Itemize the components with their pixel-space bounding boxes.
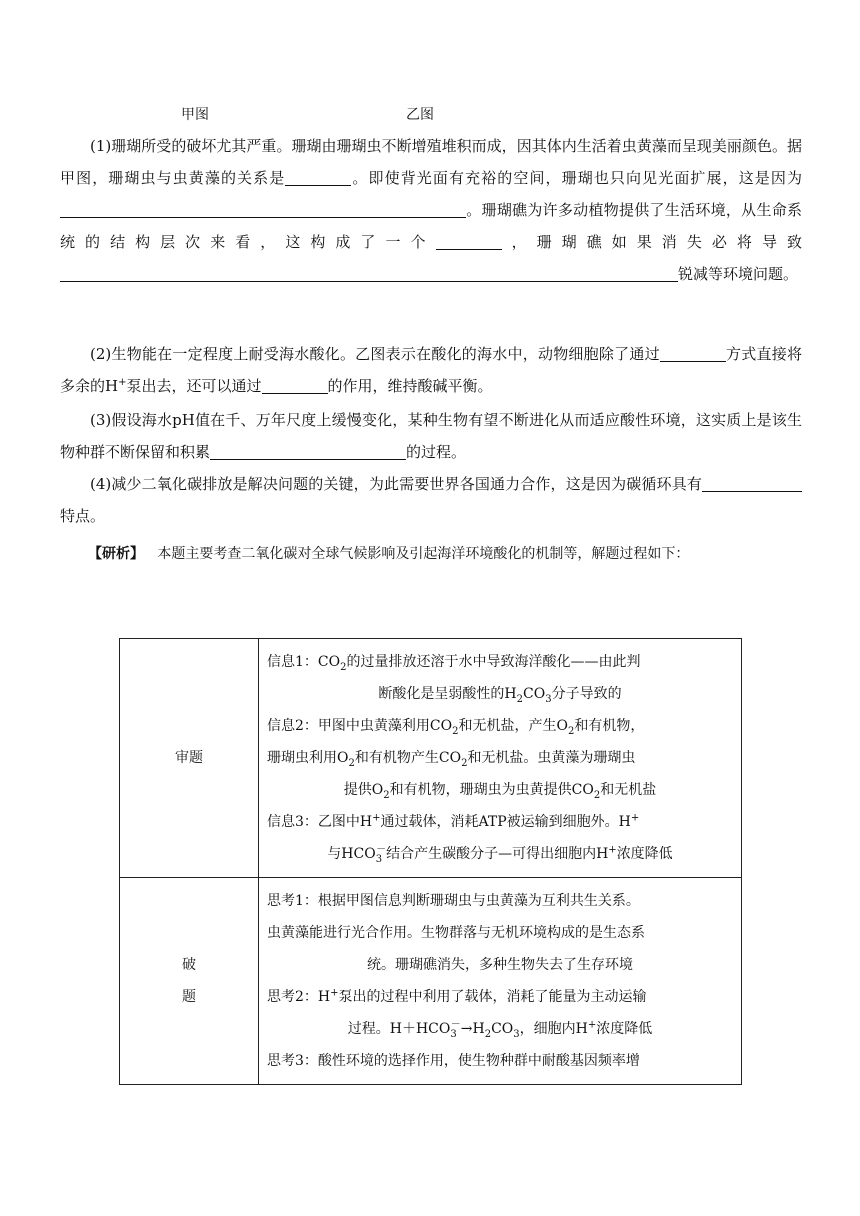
q1-blank-3 — [436, 231, 502, 250]
think-2-line-2: 过程。$H+HCO_3^-\to H_2CO_3$，细胞内H+浓度降低 — [347, 1019, 653, 1040]
review-header-cell — [120, 639, 259, 878]
q1-text-c: 。珊瑚礁为许多动植物提供了生活环境，从生命系统的结构层次来看，这构成了一个 — [60, 201, 802, 251]
q1-text-b: 。即使背光面有充裕的空间，珊瑚也只向见光面扩展，这是因为 — [351, 169, 802, 187]
think-2-line-1: 思考2：H+泵出的过程中利用了载体，消耗了能量为主动运输 — [267, 987, 647, 1005]
q2-text-d: 的作用，维持酸碱平衡。 — [327, 377, 493, 395]
question-2 — [60, 338, 802, 402]
table-row-review — [120, 639, 742, 878]
info-2-line-3: 提供$O_2$和有机物，珊瑚虫为虫黄提供$CO_2$和无机盐 — [343, 782, 657, 801]
figure-label-jia: 甲图 — [181, 107, 209, 123]
think-1-line-2: 虫黄藻能进行光合作用。生物群落与无机环境构成的是生态系 — [267, 925, 645, 941]
analysis-label: 【研析】 — [88, 546, 144, 562]
figure-label-yi: 乙图 — [406, 107, 434, 123]
info-1-line-2: 断酸化是呈弱酸性的$H_2CO_3$分子导致的 — [378, 686, 622, 705]
analysis-table — [119, 638, 742, 1085]
info-2-line-2: 珊瑚虫利用$O_2$和有机物产生$CO_2$和无机盐。虫黄藻为珊瑚虫 — [267, 750, 636, 769]
q4-text-a: (4)减少二氧化碳排放是解决问题的关键，为此需要世界各国通力合作，这是因为碳循环具有 — [90, 475, 702, 493]
think-1-line-3: 统。珊瑚礁消失，多种生物失去了生存环境 — [367, 957, 633, 973]
q4-blank-1 — [702, 473, 802, 492]
solve-header-char-1: 破 — [182, 957, 196, 973]
q3-text-a: (3)假设海水pH值在千、万年尺度上缓慢变化，某种生物有望不断进化从而适应酸性环境，这实质上是该生物种群不断保留和积累 — [60, 411, 802, 461]
solve-content-cell — [259, 878, 742, 1085]
q3-text-b: 的过程。 — [406, 443, 467, 461]
solve-header-char-2: 题 — [182, 989, 196, 1005]
q2-sup: + — [118, 377, 127, 388]
info-3-line-2: 与$HCO_3^-$结合产生碳酸分子—可得出细胞内H+浓度降低 — [327, 844, 673, 865]
q2-blank-1 — [660, 343, 726, 362]
q1-blank-4 — [60, 263, 678, 282]
analysis-text: 本题主要考查二氧化碳对全球气候影响及引起海洋环境酸化的机制等，解题过程如下： — [157, 546, 690, 562]
review-header: 审题 — [175, 750, 203, 766]
question-1 — [60, 130, 802, 290]
q2-text-c: 泵出去，还可以通过 — [126, 377, 262, 395]
question-3 — [60, 404, 802, 468]
q1-text-a: (1)珊瑚所受的破坏尤其严重。珊瑚由珊瑚虫不断增殖堆积而成，因其体内生活着虫黄藻而呈现美丽颜色。据甲图，珊瑚虫与虫黄藻的关系是 — [60, 137, 802, 187]
review-content-cell — [259, 639, 742, 878]
q1-text-e: 锐减等环境问题。 — [678, 265, 799, 283]
q3-blank-1 — [210, 441, 406, 460]
think-3-line-1: 思考3：酸性环境的选择作用，使生物种群中耐酸基因频率增 — [267, 1053, 640, 1069]
q2-text-a: (2)生物能在一定程度上耐受海水酸化。乙图表示在酸化的海水中，动物细胞除了通过 — [90, 345, 660, 363]
info-1-line-1: 信息1：$CO_2$的过量排放还溶于水中导致海洋酸化——由此判 — [267, 654, 641, 673]
info-3-line-1: 信息3：乙图中H+通过载体，消耗ATP被运输到细胞外。H+ — [267, 812, 640, 830]
q2-text-b: 方式直接将多余的H — [60, 345, 802, 395]
solve-header-cell — [120, 878, 259, 1085]
q4-text-b: 特点。 — [60, 507, 106, 525]
think-1-line-1: 思考1：根据甲图信息判断珊瑚虫与虫黄藻为互利共生关系。 — [267, 893, 640, 909]
info-2-line-1: 信息2：甲图中虫黄藻利用$CO_2$和无机盐，产生$O_2$和有机物， — [267, 718, 645, 737]
q1-text-d: ，珊瑚礁如果消失必将导致 — [501, 233, 802, 251]
question-4 — [60, 468, 802, 532]
table-row-solve — [120, 878, 742, 1085]
q1-blank-1 — [285, 167, 351, 186]
analysis-intro — [60, 538, 802, 571]
q1-blank-2 — [60, 199, 466, 218]
q2-blank-2 — [262, 375, 328, 394]
